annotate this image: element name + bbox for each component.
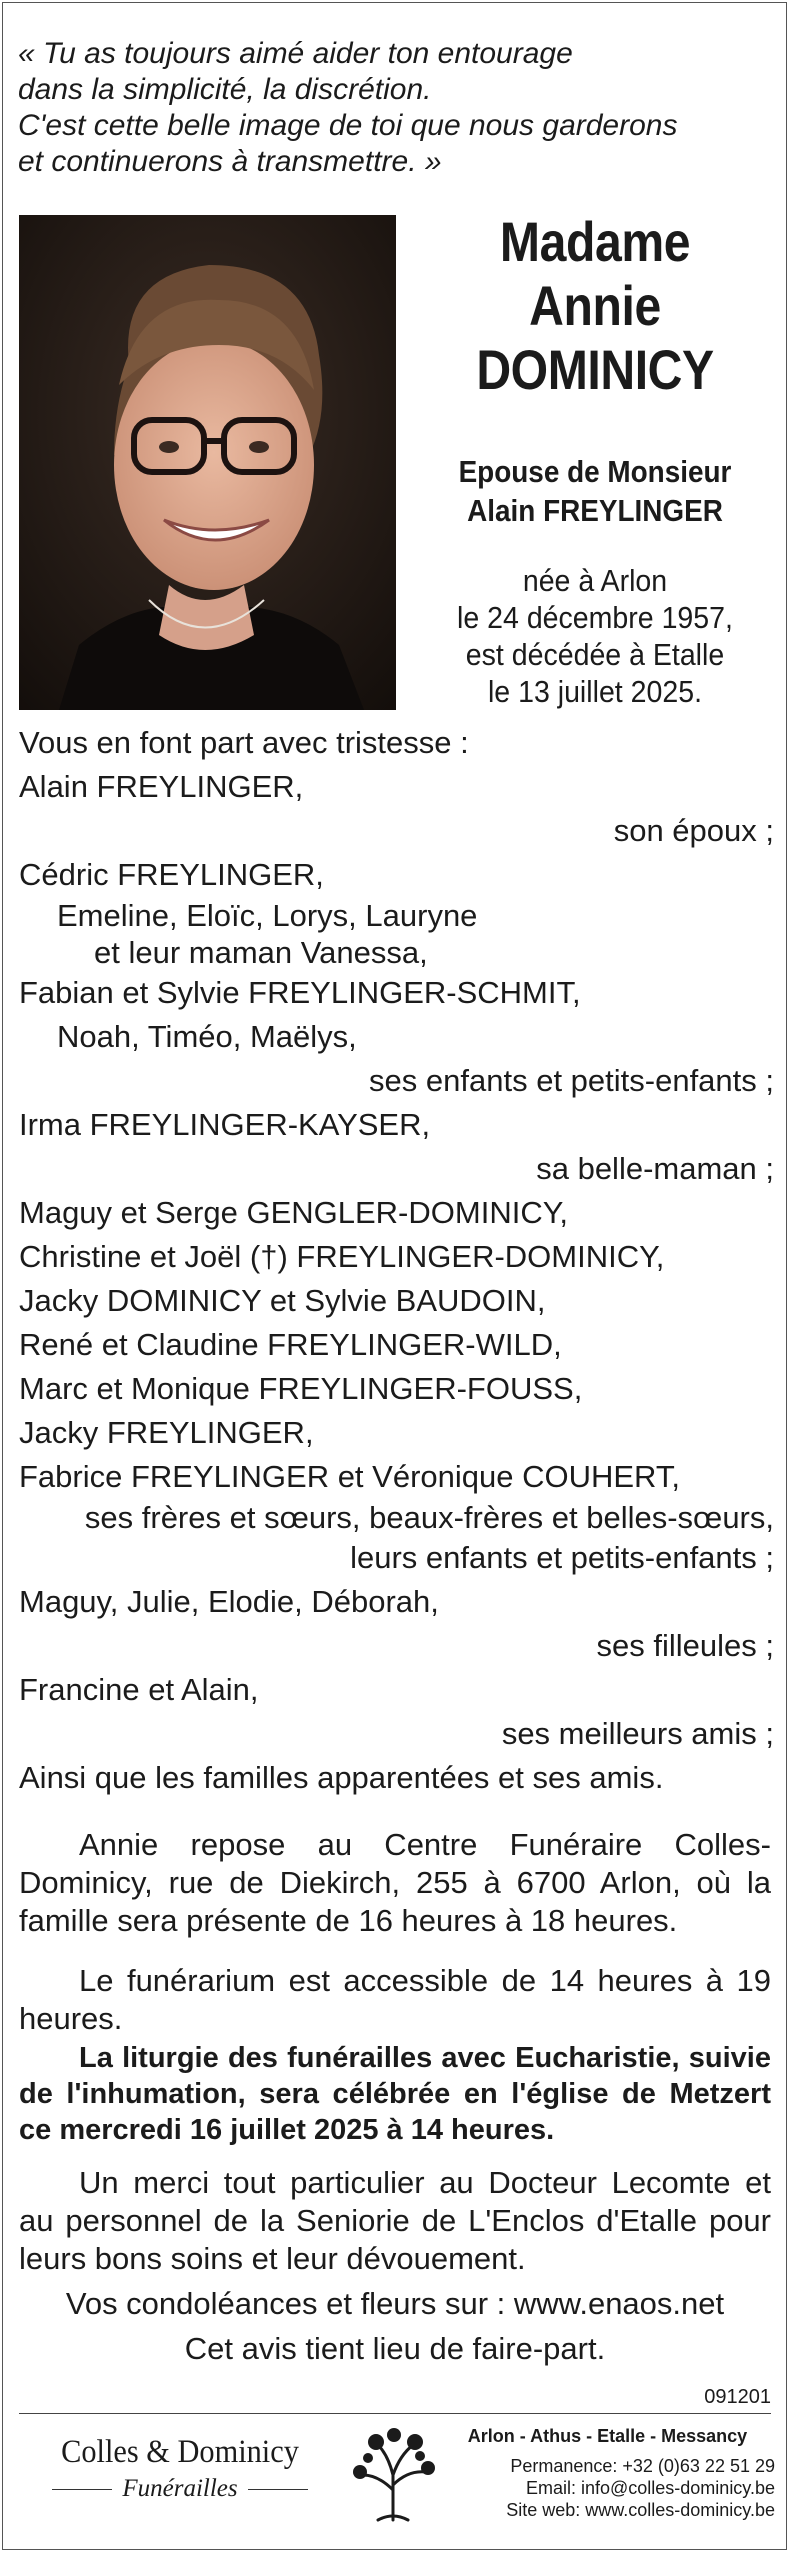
quote-line: dans la simplicité, la discrétion. [18,73,432,106]
notice-line: Cet avis tient lieu de faire-part. [184,2331,606,2366]
spouse-line: Alain FREYLINGER [467,493,723,528]
family-list [19,721,774,1800]
liturgy-paragraph: La liturgie des funérailles avec Eucharistie, suivie de l'inhumation, sera célébrée en l'église de Metzert ce mercredi 16 juillet 2025 à 14 heures. [19,2042,771,2146]
birth-death-info [400,562,790,710]
family-closing: Ainsi que les familles apparentées et ses amis. [19,1760,664,1795]
family-line: Jacky DOMINICY et Sylvie BAUDOIN, [19,1283,546,1318]
reference-number: 091201 [704,2386,771,2408]
family-line: Fabian et Sylvie FREYLINGER-SCHMIT, [19,975,581,1010]
logo-name: Colles & Dominicy [61,2434,299,2470]
family-relation: ses frères et sœurs, beaux-frères et belles-sœurs, [84,1500,774,1535]
spouse-line: Epouse de Monsieur [458,454,732,489]
family-line: Alain FREYLINGER, [19,769,304,804]
spouse-info [400,452,790,530]
death-line: est décédée à Etalle [465,637,725,672]
family-intro: Vous en font part avec tristesse : [19,725,469,760]
deceased-name [400,210,790,402]
name-first: Annie [529,274,661,337]
logo-subtitle [40,2472,320,2506]
family-relation: ses enfants et petits-enfants ; [369,1063,774,1098]
condolences-line: Vos condoléances et fleurs sur : www.enaos.net [65,2286,725,2321]
name-title: Madame [499,210,691,273]
portrait-illustration [19,215,396,710]
family-relation: ses filleules ; [596,1628,774,1663]
birth-line: née à Arlon [522,563,668,598]
branch-towns: Arlon - Athus - Etalle - Messancy [467,2426,748,2446]
access-paragraph: Le funérarium est accessible de 14 heures à 19 heures. [19,1963,771,2036]
family-line: Noah, Timéo, Maëlys, [57,1019,357,1054]
family-line: Maguy et Serge GENGLER-DOMINICY, [19,1195,568,1230]
footer-divider [19,2413,771,2414]
contact-info [440,2425,775,2521]
birth-line: le 24 décembre 1957, [457,600,733,635]
tree-icon [338,2420,448,2530]
quote-line: et continuerons à transmettre. » [18,145,442,178]
family-line: René et Claudine FREYLINGER-WILD, [19,1327,562,1362]
family-relation: son époux ; [613,813,774,848]
family-line: Francine et Alain, [19,1672,259,1707]
family-line: et leur maman Vanessa, [94,935,428,970]
deceased-portrait-photo [19,215,396,710]
logo-rule [248,2489,308,2490]
logo-rule [52,2489,112,2490]
repose-paragraph: Annie repose au Centre Funéraire Colles-Dominicy, rue de Diekirch, 255 à 6700 Arlon, où la famille sera présente de 16 heures à 18 heures. [19,1827,771,1938]
name-last: DOMINICY [476,338,714,401]
logo-subtitle-text: Funérailles [122,2475,238,2502]
family-relation: leurs enfants et petits-enfants ; [350,1540,774,1575]
family-line: Christine et Joël (†) FREYLINGER-DOMINICY, [19,1239,665,1274]
family-relation: ses meilleurs amis ; [501,1716,774,1751]
family-line: Maguy, Julie, Elodie, Déborah, [19,1584,439,1619]
family-line: Irma FREYLINGER-KAYSER, [19,1107,431,1142]
contact-website: Site web: www.colles-dominicy.be [506,2500,775,2520]
funeral-home-logo [40,2432,320,2506]
death-line: le 13 juillet 2025. [487,674,703,709]
thanks-paragraph: Un merci tout particulier au Docteur Lecomte et au personnel de la Seniorie de L'Enclos d'Etalle pour leurs bons soins et leur dévouement. [19,2165,771,2276]
family-line: Jacky FREYLINGER, [19,1415,314,1450]
family-line: Emeline, Eloïc, Lorys, Lauryne [57,898,478,933]
family-line: Cédric FREYLINGER, [19,857,324,892]
contact-email: Email: info@colles-dominicy.be [525,2478,775,2498]
quote-line: « Tu as toujours aimé aider ton entourage [18,37,573,70]
family-line: Fabrice FREYLINGER et Véronique COUHERT, [19,1459,680,1494]
epigraph-quote [18,36,778,180]
quote-line: C'est cette belle image de toi que nous garderons [18,109,678,142]
family-relation: sa belle-maman ; [536,1151,774,1186]
permanence-phone: Permanence: +32 (0)63 22 51 29 [510,2456,775,2476]
family-line: Marc et Monique FREYLINGER-FOUSS, [19,1371,583,1406]
